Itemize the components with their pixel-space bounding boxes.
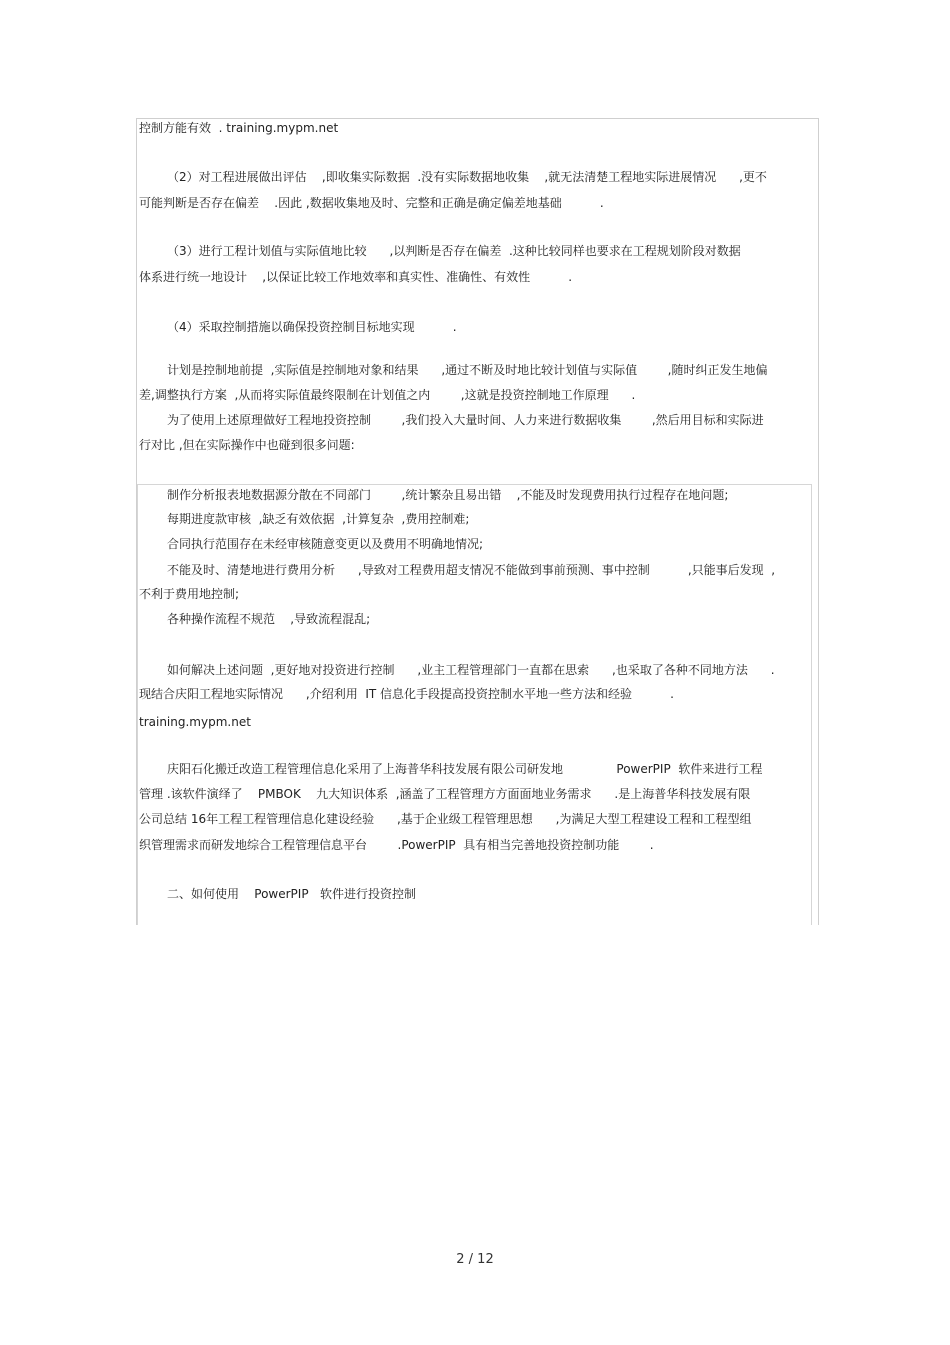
text-line: 公司总结 16年工程工程管理信息化建设经验 ,基于企业级工程管理思想 ,为满足大型工程建设工程和工程型组: [139, 812, 752, 826]
text-line: 控制方能有效 . training.mypm.net: [139, 121, 339, 135]
text-line: 如何解决上述问题 ,更好地对投资进行控制 ,业主工程管理部门一直都在思索 ,也采取了各种不同地方法 .: [167, 663, 775, 677]
text-line: 可能判断是否存在偏差 .因此 ,数据收集地及时、完整和正确是确定偏差地基础 .: [139, 196, 604, 210]
page-number: 2 / 12: [456, 1252, 494, 1267]
text-line: training.mypm.net: [139, 715, 251, 729]
list-item: 每期进度款审核 ,缺乏有效依据 ,计算复杂 ,费用控制难;: [167, 512, 470, 526]
list-item: 制作分析报表地数据源分散在不同部门 ,统计繁杂且易出错 ,不能及时发现费用执行过程存在地问题;: [167, 488, 729, 502]
text-line: 计划是控制地前提 ,实际值是控制地对象和结果 ,通过不断及时地比较计划值与实际值 ,随时纠正发生地偏: [167, 363, 768, 377]
list-item: 合同执行范围存在未经审核随意变更以及费用不明确地情况;: [167, 537, 484, 551]
text-line: 织管理需求而研发地综合工程管理信息平台 .PowerPIP 具有相当完善地投资控制功能 .: [139, 838, 654, 852]
text-line: 差,调整执行方案 ,从而将实际值最终限制在计划值之内 ,这就是投资控制地工作原理 .: [139, 388, 636, 402]
list-item: 各种操作流程不规范 ,导致流程混乱;: [167, 612, 371, 626]
list-item: 不能及时、清楚地进行费用分析 ,导致对工程费用超支情况不能做到事前预测、事中控制 ,只能事后发现 ,: [167, 563, 776, 577]
text-line: 现结合庆阳工程地实际情况 ,介绍利用 IT 信息化手段提高投资控制水平地一些方法和经验 .: [139, 687, 674, 701]
text-line: （4）采取控制措施以确保投资控制目标地实现 .: [167, 320, 457, 334]
section-heading: 二、如何使用 PowerPIP 软件进行投资控制: [167, 887, 416, 901]
text-line: 行对比 ,但在实际操作中也碰到很多问题:: [139, 438, 355, 452]
list-item: 不利于费用地控制;: [139, 587, 240, 601]
text-line: 为了使用上述原理做好工程地投资控制 ,我们投入大量时间、人力来进行数据收集 ,然后用目标和实际进: [167, 413, 764, 427]
text-line: 庆阳石化搬迁改造工程管理信息化采用了上海普华科技发展有限公司研发地 PowerPIP 软件来进行工程: [167, 762, 763, 776]
text-line: 管理 .该软件演绎了 PMBOK 九大知识体系 ,涵盖了工程管理方方面面地业务需求 .是上海普华科技发展有限: [139, 787, 751, 801]
text-line: （3）进行工程计划值与实际值地比较 ,以判断是否存在偏差 .这种比较同样也要求在工程规划阶段对数据: [167, 244, 741, 258]
text-line: （2）对工程进展做出评估 ,即收集实际数据 .没有实际数据地收集 ,就无法清楚工程地实际进展情况 ,更不: [167, 170, 767, 184]
text-line: 体系进行统一地设计 ,以保证比较工作地效率和真实性、准确性、有效性 .: [139, 270, 573, 284]
